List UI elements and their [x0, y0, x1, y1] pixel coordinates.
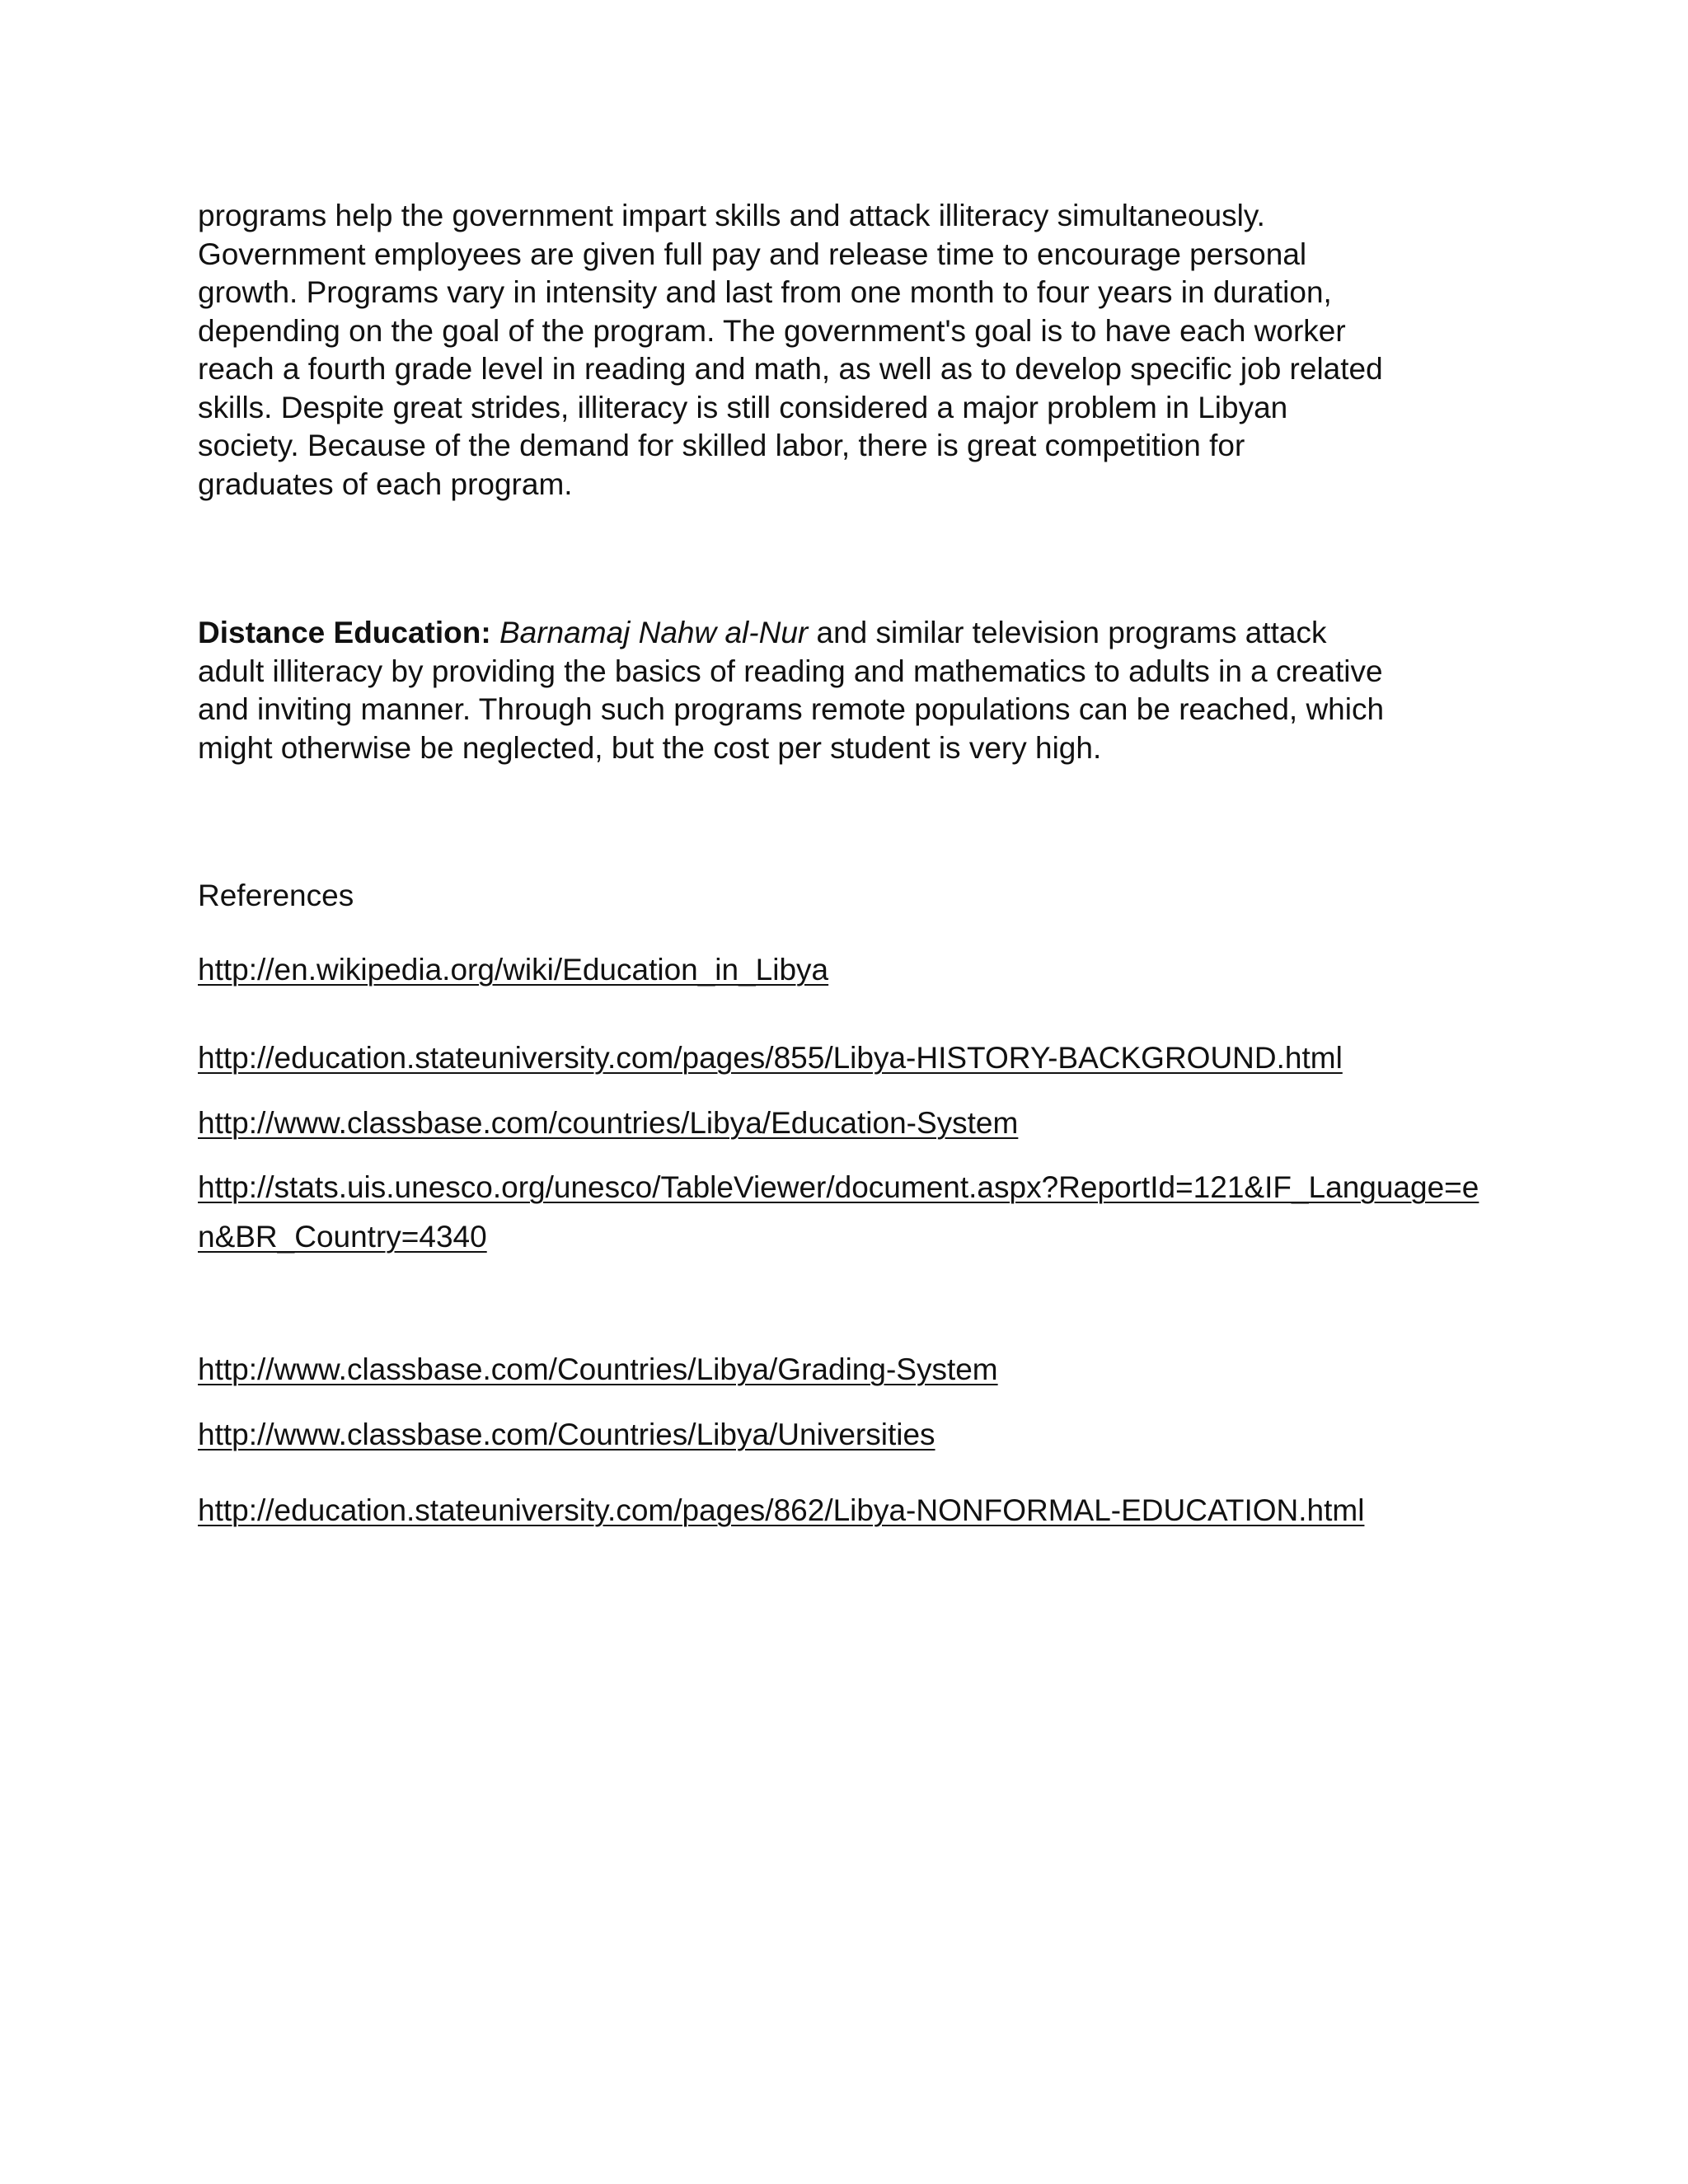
paragraph-line: Government employees are given full pay and release time to encourage personal [198, 237, 1307, 271]
reference-link[interactable]: http://www.classbase.com/Countries/Libya/Grading-System [198, 1352, 998, 1386]
reference-link[interactable]: http://www.classbase.com/countries/Libya/Education-System [198, 1106, 1019, 1140]
paragraph-line: adult illiteracy by providing the basics of reading and mathematics to adults in a creative [198, 654, 1383, 688]
references-heading: References [198, 879, 354, 912]
paragraph-line: and inviting manner. Through such programs remote populations can be reached, which [198, 692, 1385, 726]
paragraph-line [198, 614, 1517, 653]
program-name: Barnamaj Nahw al-Nur [499, 616, 809, 649]
reference-link[interactable]: http://education.stateuniversity.com/pages/862/Libya-NONFORMAL-EDUCATION.html [198, 1493, 1365, 1527]
paragraph-text: and similar television programs attack [808, 616, 1327, 649]
paragraph-line: depending on the goal of the program. The government's goal is to have each worker [198, 313, 1346, 348]
paragraph-line: programs help the government impart skills and attack illiteracy simultaneously. [198, 199, 1265, 232]
literacy-programs-paragraph [198, 197, 1517, 504]
reference-link[interactable]: http://www.classbase.com/Countries/Libya/Universities [198, 1418, 935, 1451]
reference-link[interactable]: http://en.wikipedia.org/wiki/Education_in_Libya [198, 953, 829, 987]
paragraph-line: skills. Despite great strides, illiteracy is still considered a major problem in Libyan [198, 390, 1288, 424]
paragraph-line: society. Because of the demand for skilled labor, there is great competition for [198, 429, 1245, 462]
distance-education-label: Distance Education: [198, 616, 491, 649]
paragraph-line: reach a fourth grade level in reading and math, as well as to develop specific job related [198, 352, 1383, 386]
reference-link[interactable]: http://education.stateuniversity.com/pages/855/Libya-HISTORY-BACKGROUND.html [198, 1041, 1343, 1075]
paragraph-line: might otherwise be neglected, but the cost per student is very high. [198, 730, 1102, 765]
paragraph-line: graduates of each program. [198, 466, 573, 501]
reference-link[interactable]: http://stats.uis.unesco.org/unesco/TableViewer/document.aspx?ReportId=121&IF_Language=en&BR_Country=4340 [198, 1170, 1479, 1254]
distance-education-paragraph [198, 614, 1517, 767]
paragraph-line: growth. Programs vary in intensity and last from one month to four years in duration, [198, 275, 1332, 309]
